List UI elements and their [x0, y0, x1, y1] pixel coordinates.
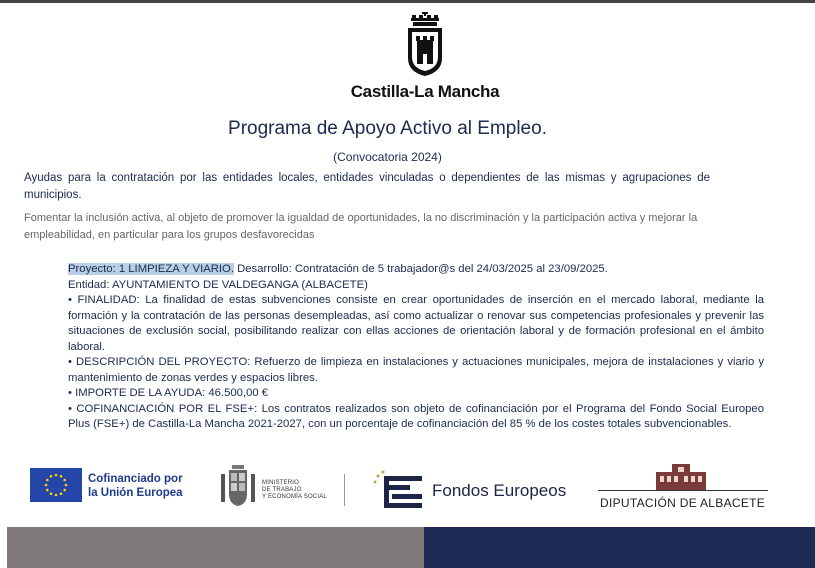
diputacion-divider [598, 490, 768, 491]
diputacion-label: DIPUTACIÓN DE ALBACETE [600, 496, 766, 510]
eu-label-line2: la Unión Europea [88, 487, 183, 499]
ministry-line3: Y ECONOMÍA SOCIAL [262, 494, 327, 500]
funding-logos [0, 458, 815, 518]
project-entity: Entidad: AYUNTAMIENTO DE VALDEGANGA (ALBACETE) [68, 278, 368, 291]
ministry-line2: DE TRABAJO [262, 487, 302, 493]
project-descripcion: • DESCRIPCIÓN DEL PROYECTO: Refuerzo de limpieza en instalaciones y actuaciones municipales, mejora de instalaciones y viario y mantenimiento de zonas verdes y espacios libres. [68, 356, 764, 384]
project-cofinanciacion: • COFINANCIACIÓN POR EL FSE+: Los contratos realizados son objeto de cofinanciación por el Programa del Fondo Social Europeo Plus (FSE+) de Castilla-La Mancha 2021-2027, con un porcentaje de cofinanciación del 85 % de los costes totales subvencionables. [68, 402, 764, 430]
brand-name: Castilla-La Mancha [350, 82, 500, 101]
eu-flag-icon [30, 468, 82, 502]
top-border [0, 0, 815, 3]
page-subtitle: (Convocatoria 2024) [333, 150, 442, 164]
project-finalidad: • FINALIDAD: La finalidad de estas subvenciones consiste en crear oportunidades de inserción en el mercado laboral, mediante la formación y la contratación de las personas desempleadas, así como actualizar o renovar sus competencias profesionales y prevenir las situaciones de exclusión social, posibilitando realizar con ellas acciones de orientación laboral y de formación profesional en el ámbito laboral. [68, 294, 764, 353]
ministry-line1: MINISTERIO [262, 480, 300, 486]
eu-label-line1: Cofinanciado por [88, 473, 183, 485]
footer-bar-navy [424, 527, 815, 568]
program-objective: Fomentar la inclusión activa, al objeto de promover la igualdad de oportunidades, la no discriminación y la participación activa y mejorar la empleabilidad, en particular para los grupos desfavorecidas [24, 212, 698, 241]
project-name: Proyecto: 1 LIMPIEZA Y VIARIO. [68, 263, 234, 275]
fondos-europeos-icon [372, 468, 426, 515]
project-header-line [68, 262, 764, 278]
project-development: Desarrollo: Contratación de 5 trabajador@s del 24/03/2025 al 23/09/2025. [237, 263, 608, 275]
project-details [68, 262, 764, 433]
project-importe: • IMPORTE DE LA AYUDA: 46.500,00 € [68, 387, 269, 399]
diputacion-building-icon [652, 462, 710, 497]
logo-divider [344, 474, 345, 506]
program-description: Ayudas para la contratación por las entidades locales, entidades vinculadas o dependientes de las mismas y agrupaciones de municipios. [24, 172, 710, 201]
fondos-europeos-label: Fondos Europeos [432, 481, 567, 500]
spain-coat-of-arms-icon [218, 464, 258, 513]
castilla-la-mancha-logo [340, 12, 510, 102]
footer-bar-grey [7, 527, 424, 568]
eu-cofinancing-label [88, 472, 183, 500]
ministry-label [262, 480, 327, 501]
page-title: Programa de Apoyo Activo al Empleo. [228, 118, 547, 139]
castle-shield-icon [405, 12, 445, 78]
